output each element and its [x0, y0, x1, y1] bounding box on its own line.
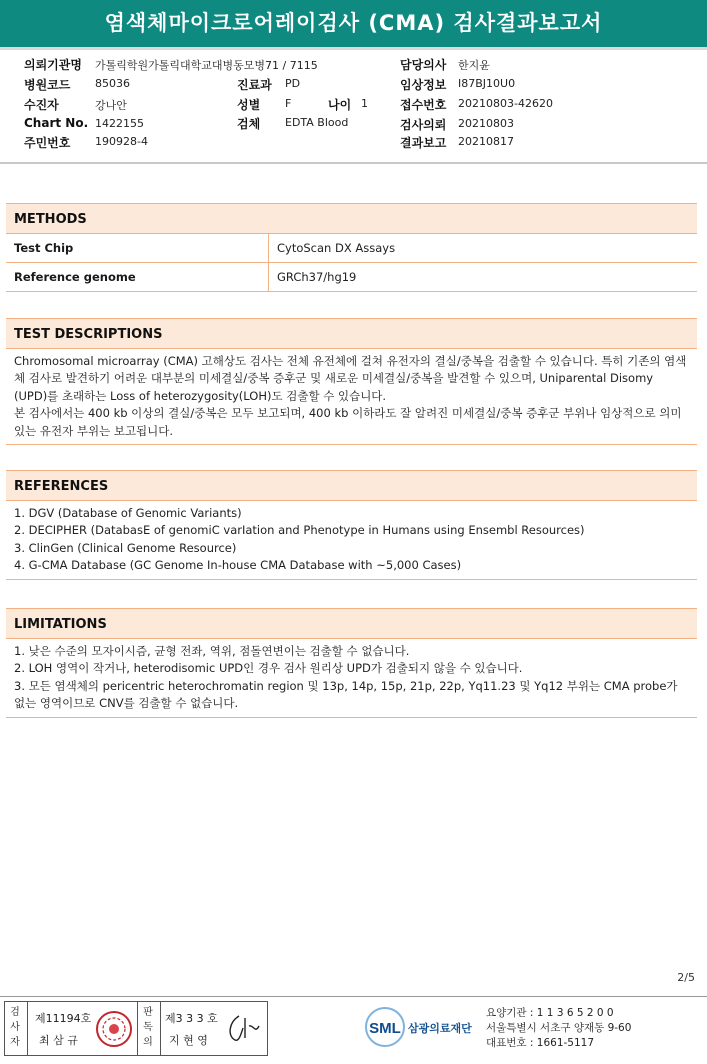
title-underline [0, 47, 707, 50]
methods-value: CytoScan DX Assays [277, 241, 396, 255]
methods-heading: METHODS [6, 203, 697, 234]
receipt-no-value: 20210803-42620 [458, 97, 553, 110]
reviewer-license: 제3 3 3 호 [165, 1012, 218, 1025]
collector-label: 수진자 [24, 98, 59, 112]
hospital-code-value: 85036 [95, 77, 130, 90]
age-value: 1 [361, 97, 368, 110]
resident-no-value: 190928-4 [95, 135, 148, 148]
reviewer-label: 판독의 [143, 1007, 153, 1048]
request-date-value: 20210803 [458, 117, 514, 130]
examiner-name: 최 삼 규 [39, 1034, 78, 1047]
svg-text:SML: SML [369, 1020, 401, 1037]
department-value: PD [285, 77, 301, 90]
references-body [6, 501, 697, 580]
institution-label: 의뢰기관명 [24, 58, 82, 72]
descriptions-section [6, 318, 697, 445]
specimen-value: EDTA Blood [285, 116, 349, 129]
limitations-body [6, 639, 697, 718]
footer-divider [0, 996, 707, 997]
signature-box [4, 1001, 268, 1056]
divider [27, 1002, 28, 1055]
examiner-label: 검사자 [10, 1007, 20, 1048]
collector-value: 강나안 [95, 99, 127, 112]
report-date-value: 20210817 [458, 135, 514, 148]
reviewer-name: 지 현 영 [169, 1034, 208, 1047]
references-section [6, 470, 697, 580]
institution-address [486, 1006, 631, 1051]
description-paragraph: 본 검사에서는 400 kb 이상의 결실/중복은 모두 보고되며, 400 kb 이하라도 잘 알려진 미세결실/중복 증후군 부위나 임상적으로 의미있는 유전자 부위는 보고됩니다. [14, 406, 682, 438]
address: 서울특별시 서초구 양재동 9-60 [486, 1022, 632, 1034]
page-number: 2/5 [677, 971, 695, 984]
doctor-label: 담당의사 [400, 58, 447, 72]
limitation-item: 1. 낮은 수준의 모자이시즘, 균형 전좌, 역위, 점돌연변이는 검출할 수 없습니다. [14, 644, 410, 658]
chart-no-label: Chart No. [24, 116, 89, 130]
descriptions-body [6, 349, 697, 445]
doctor-value: 한지윤 [458, 59, 490, 72]
descriptions-heading: TEST DESCRIPTIONS [6, 318, 697, 349]
examiner-seal-icon [95, 1010, 133, 1048]
sex-value: F [285, 97, 292, 110]
limitations-heading: LIMITATIONS [6, 608, 697, 639]
resident-no-label: 주민번호 [24, 136, 71, 150]
reference-item: 4. G-CMA Database (GC Genome In-house CMA Database with ~5,000 Cases) [14, 558, 462, 573]
clinical-info-value: I87BJ10U0 [458, 77, 516, 90]
sex-label: 성별 [237, 98, 261, 112]
age-label: 나이 [328, 98, 352, 112]
reference-item: 3. ClinGen (Clinical Genome Resource) [14, 540, 237, 555]
reference-item: 1. DGV (Database of Genomic Variants) [14, 506, 242, 520]
references-heading: REFERENCES [6, 470, 697, 501]
chart-no-value: 1422155 [95, 117, 144, 130]
hospital-code-label: 병원코드 [24, 78, 71, 92]
patient-info [0, 54, 707, 154]
methods-key: Test Chip [6, 234, 269, 262]
report-date-label: 결과보고 [400, 136, 447, 150]
limitations-section [6, 608, 697, 718]
methods-section [6, 203, 697, 292]
examiner-license: 제11194호 [35, 1012, 92, 1025]
divider [160, 1002, 161, 1055]
logo-name: 삼광의료재단 [408, 1022, 472, 1035]
clinical-info-label: 임상정보 [400, 78, 447, 92]
methods-key: Reference genome [6, 263, 269, 291]
agency-no: 요양기관 : 1 1 3 6 5 2 0 0 [486, 1007, 614, 1019]
phone: 대표번호 : 1661-5117 [486, 1037, 595, 1049]
methods-row [6, 263, 697, 292]
description-paragraph: Chromosomal microarray (CMA) 고해상도 검사는 전체 유전체에 걸쳐 유전자의 결실/중복을 검출할 수 있습니다. 특히 기존의 염색체 검사로 발견하기 어려운 대부분의 미세결실/중복 증후군 및 새로운 미세결실/중복을 발견할 수 있으며, Uniparental Disomy (UPD)를 초래하는 Loss of heterozygosity(LOH)도 검출할 수 있습니다. [14, 354, 687, 403]
request-date-label: 검사의뢰 [400, 118, 447, 132]
limitation-item: 2. LOH 영역이 작거나, heterodisomic UPD인 경우 검사 원리상 UPD가 검출되지 않을 수 있습니다. [14, 661, 523, 676]
department-label: 진료과 [237, 78, 272, 92]
limitation-item: 3. 모든 염색체의 pericentric heterochromatin region 및 13p, 14p, 15p, 21p, 22p, Yq11.23 및 Yq12 부위는 CMA probe가 없는 영역이므로 CNV를 검출할 수 없습니다. [14, 678, 678, 711]
specimen-label: 검체 [237, 117, 261, 131]
methods-value: GRCh37/hg19 [277, 270, 357, 284]
methods-row [6, 234, 697, 263]
reference-item: 2. DECIPHER (DatabasE of genomiC varIation and Phenotype in Humans using Ensembl Resources) [14, 523, 585, 538]
institution-value: 가톨릭학원가톨릭대학교대병동모병71 / 7115 [95, 59, 318, 72]
header-divider [0, 162, 707, 164]
report-title: 염색체마이크로어레이검사 (CMA) 검사결과보고서 [0, 0, 707, 47]
receipt-no-label: 접수번호 [400, 98, 447, 112]
reviewer-signature-icon [225, 1012, 261, 1044]
